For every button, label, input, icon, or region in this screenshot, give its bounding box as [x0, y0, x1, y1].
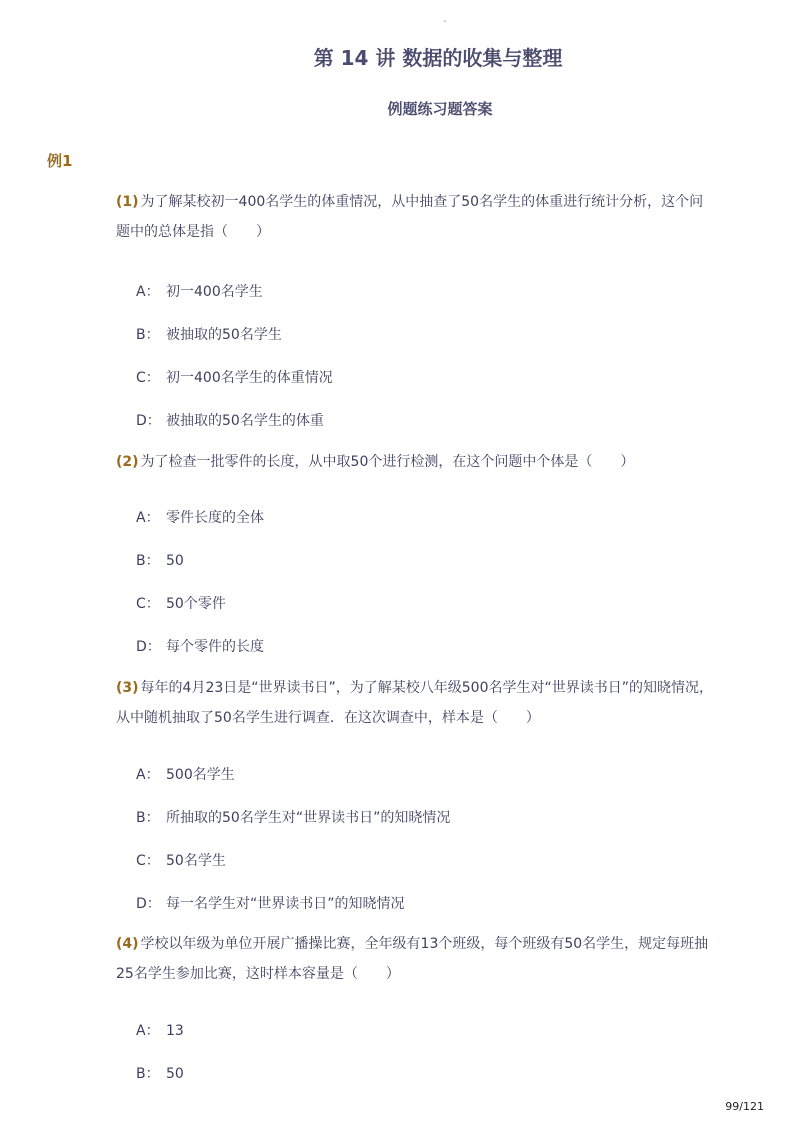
option-a: [136, 507, 264, 527]
example-label: 例1: [47, 152, 73, 170]
option-text: 每个零件的长度: [166, 639, 264, 655]
question-1: [116, 187, 716, 247]
question-number: (3): [116, 680, 139, 696]
option-c: [136, 367, 333, 387]
question-number: (4): [116, 936, 139, 952]
option-text: 500名学生: [166, 767, 235, 783]
page-top-mark: -: [443, 16, 447, 27]
option-key: A：: [136, 284, 160, 300]
question-text: 为了解某校初一400名学生的体重情况，从中抽查了50名学生的体重进行统计分析，这个问题中的总体是指（ ）: [116, 194, 704, 240]
option-a: [136, 764, 235, 784]
option-key: B：: [136, 1066, 160, 1082]
option-text: 零件长度的全体: [166, 510, 264, 526]
option-key: D：: [136, 413, 161, 429]
option-key: A：: [136, 1023, 160, 1039]
question-text: 学校以年级为单位开展广播操比赛，全年级有13个班级，每个班级有50名学生，规定每班抽25名学生参加比赛，这时样本容量是（ ）: [116, 936, 709, 982]
option-key: C：: [136, 370, 160, 386]
question-text: 为了检查一批零件的长度，从中取50个进行检测，在这个问题中个体是（ ）: [140, 454, 635, 470]
option-text: 初一400名学生: [166, 284, 263, 300]
option-b: [136, 324, 282, 344]
option-key: D：: [136, 639, 161, 655]
option-text: 每一名学生对“世界读书日”的知晓情况: [166, 896, 405, 912]
option-text: 所抽取的50名学生对“世界读书日”的知晓情况: [166, 810, 451, 826]
option-text: 50: [166, 553, 184, 569]
option-key: B：: [136, 327, 160, 343]
question-2: [116, 447, 716, 477]
option-text: 初一400名学生的体重情况: [166, 370, 333, 386]
option-key: B：: [136, 553, 160, 569]
option-key: B：: [136, 810, 160, 826]
option-key: D：: [136, 896, 161, 912]
option-b: [136, 550, 184, 570]
option-text: 被抽取的50名学生: [166, 327, 282, 343]
option-d: [136, 893, 405, 913]
page-number: 99/121: [725, 1100, 764, 1113]
option-text: 50: [166, 1066, 184, 1082]
page-title: 第 14 讲 数据的收集与整理: [313, 46, 563, 70]
page-subtitle: 例题练习题答案: [387, 100, 493, 118]
question-3: [116, 673, 716, 733]
option-text: 13: [166, 1023, 184, 1039]
option-key: C：: [136, 853, 160, 869]
option-c: [136, 593, 226, 613]
option-text: 50个零件: [166, 596, 226, 612]
option-key: A：: [136, 767, 160, 783]
question-4: [116, 929, 716, 989]
option-key: A：: [136, 510, 160, 526]
question-number: (1): [116, 194, 139, 210]
option-a: [136, 1020, 184, 1040]
question-number: (2): [116, 454, 139, 470]
option-b: [136, 807, 450, 827]
option-key: C：: [136, 596, 160, 612]
option-text: 50名学生: [166, 853, 226, 869]
option-d: [136, 636, 264, 656]
option-d: [136, 410, 324, 430]
option-text: 被抽取的50名学生的体重: [166, 413, 324, 429]
option-a: [136, 281, 263, 301]
question-text: 每年的4月23日是“世界读书日”，为了解某校八年级500名学生对“世界读书日”的知晓情况，从中随机抽取了50名学生进行调查．在这次调查中，样本是（ ）: [116, 680, 713, 726]
option-b: [136, 1063, 184, 1083]
option-c: [136, 850, 226, 870]
